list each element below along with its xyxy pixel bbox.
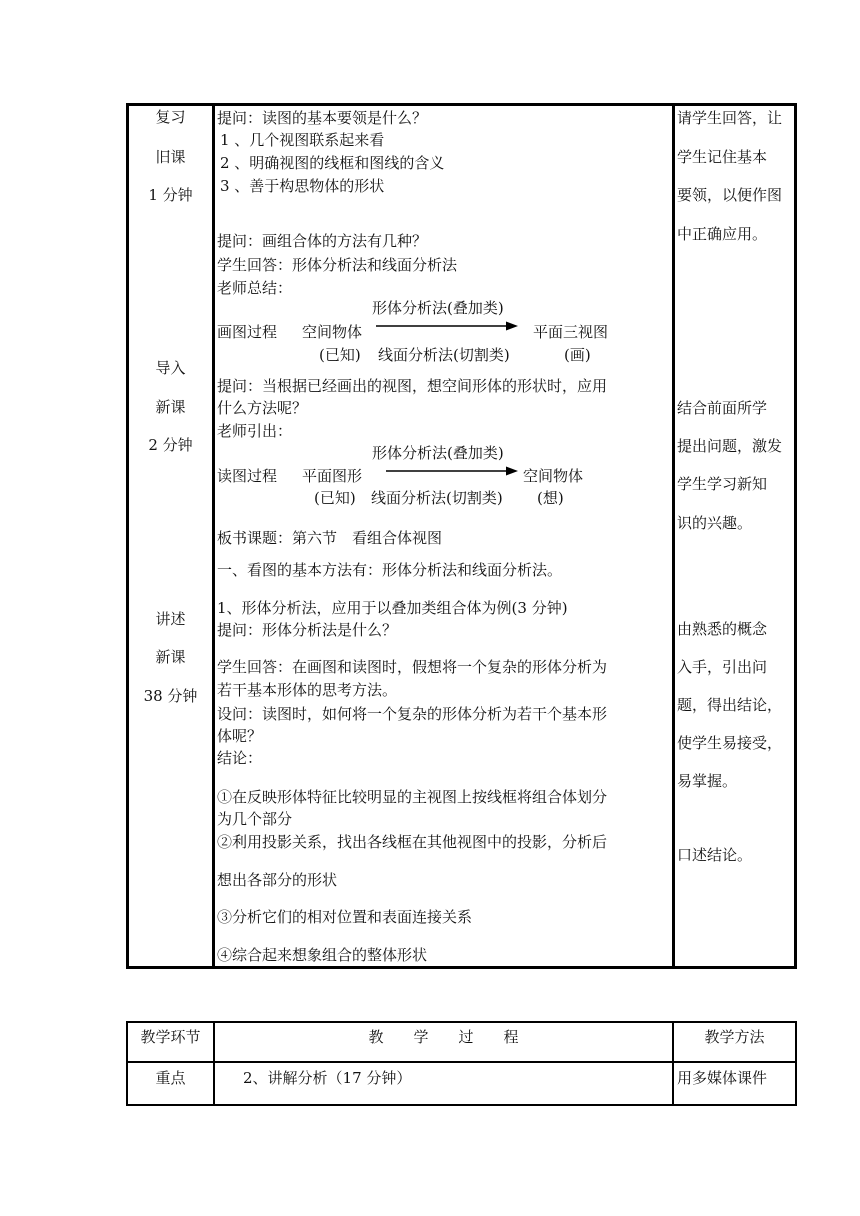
diagram1-bottom-method: 线面分析法(切割类) — [378, 346, 510, 364]
diagram2-top-method: 形体分析法(叠加类) — [372, 444, 504, 462]
student-answer-line1: 学生回答：在画图和读图时，假想将一个复杂的形体分析为 — [217, 658, 608, 676]
diagram1-from-note: (已知) — [319, 346, 361, 364]
review-stage-line3: 1 分钟 — [148, 186, 193, 204]
lecture-stage-line2: 新课 — [155, 648, 186, 666]
row-process-analysis: 2、讲解分析（17 分钟） — [243, 1069, 412, 1087]
diagram2-bottom-method: 线面分析法(切割类) — [371, 489, 503, 507]
essential-point-2: 2 、明确视图的线框和图线的含义 — [220, 154, 445, 172]
diagram2-to-note: (想) — [537, 489, 564, 507]
diagram2-from: 平面图形 — [302, 467, 363, 485]
intro-stage-line1: 导入 — [155, 359, 186, 377]
diagram1-arrow — [376, 322, 518, 331]
conclusion-step-4: ④综合起来想象组合的整体形状 — [217, 946, 428, 964]
lecture-stage-line1: 讲述 — [155, 610, 186, 628]
review-stage-line2: 旧课 — [155, 148, 186, 166]
essential-point-3: 3 、善于构思物体的形状 — [220, 177, 385, 195]
setup-question-line1: 设问：读图时，如何将一个复杂的形体分析为若干个基本形 — [217, 705, 608, 723]
board-lesson-title: 板书课题：第六节 看组合体视图 — [217, 529, 443, 547]
conclusion-step-2-line1: ②利用投影关系，找出各线框在其他视图中的投影，分析后 — [217, 833, 608, 851]
review-stage-line1: 复习 — [155, 108, 186, 126]
conclusion-label: 结论： — [217, 749, 263, 767]
table2-right-border — [795, 1021, 797, 1106]
lecture-stage-line3: 38 分钟 — [143, 687, 198, 705]
method-note-3-line2: 入手，引出问 — [677, 658, 768, 676]
student-answer-line2: 若干基本形体的思考方法。 — [217, 681, 398, 699]
header-teaching-stage: 教学环节 — [140, 1028, 201, 1046]
method-note-2-line2: 提出问题，激发 — [677, 437, 783, 455]
table2-top-border — [126, 1021, 797, 1023]
intro-stage-line2: 新课 — [155, 398, 186, 416]
diagram1-from: 空间物体 — [302, 323, 363, 341]
intro-stage-line3: 2 分钟 — [148, 436, 193, 454]
method-note-1-line4: 中正确应用。 — [677, 225, 768, 243]
conclusion-step-3: ③分析它们的相对位置和表面连接关系 — [217, 908, 473, 926]
row-stage-key-point: 重点 — [155, 1069, 186, 1087]
header-teaching-method: 教学方法 — [704, 1028, 765, 1046]
teacher-lead-label: 老师引出： — [217, 422, 293, 440]
question-shape-analysis: 提问：形体分析法是什么？ — [217, 621, 398, 639]
conclusion-step-1-line2: 为几个部分 — [217, 810, 293, 828]
header-teaching-process: 教 学 过 程 — [368, 1028, 519, 1046]
essential-point-1: 1 、几个视图联系起来看 — [220, 131, 385, 149]
diagram1-to-note: (画) — [564, 346, 591, 364]
method-note-2-line3: 学生学习新知 — [677, 475, 768, 493]
diagram2-from-note: (已知) — [314, 489, 356, 507]
section-basic-methods: 一、看图的基本方法有：形体分析法和线面分析法。 — [217, 561, 563, 579]
conclusion-step-2-line2: 想出各部分的形状 — [217, 871, 338, 889]
method-note-3-line5: 易掌握。 — [677, 772, 738, 790]
question-reading-method-line2: 什么方法呢？ — [217, 399, 308, 417]
method-note-2-line1: 结合前面所学 — [677, 399, 768, 417]
student-answer-methods: 学生回答：形体分析法和线面分析法 — [217, 256, 458, 274]
setup-question-line2: 体呢？ — [217, 727, 263, 745]
method-note-3-line4: 使学生易接受， — [677, 734, 783, 752]
method-note-3-line3: 题，得出结论， — [677, 696, 783, 714]
method-note-2-line4: 识的兴趣。 — [677, 514, 753, 532]
table2-bottom-border — [126, 1104, 797, 1106]
diagram2-process-label: 读图过程 — [217, 467, 278, 485]
diagram1-top-method: 形体分析法(叠加类) — [372, 299, 504, 317]
row-method-multimedia: 用多媒体课件 — [677, 1069, 768, 1087]
method-note-1-line1: 请学生回答，让 — [677, 109, 783, 127]
question-reading-essentials: 提问：读图的基本要领是什么？ — [217, 109, 428, 127]
diagram1-to: 平面三视图 — [533, 323, 609, 341]
method-note-3-line1: 由熟悉的概念 — [677, 620, 768, 638]
diagram2-to: 空间物体 — [523, 467, 584, 485]
diagram1-process-label: 画图过程 — [217, 323, 278, 341]
method-note-1-line3: 要领，以便作图 — [677, 186, 783, 204]
question-reading-method-line1: 提问：当根据已经画出的视图，想空间形体的形状时，应用 — [217, 377, 608, 395]
question-drawing-methods: 提问：画组合体的方法有几种？ — [217, 232, 428, 250]
method-note-1-line2: 学生记住基本 — [677, 148, 768, 166]
teacher-summary-label: 老师总结： — [217, 279, 293, 297]
diagram2-arrow — [386, 467, 518, 476]
conclusion-step-1-line1: ①在反映形体特征比较明显的主视图上按线框将组合体划分 — [217, 788, 608, 806]
table2-row-divider — [126, 1061, 797, 1063]
section-shape-analysis: 1、形体分析法，应用于以叠加类组合体为例(3 分钟) — [217, 599, 568, 617]
method-note-4: 口述结论。 — [677, 846, 753, 864]
